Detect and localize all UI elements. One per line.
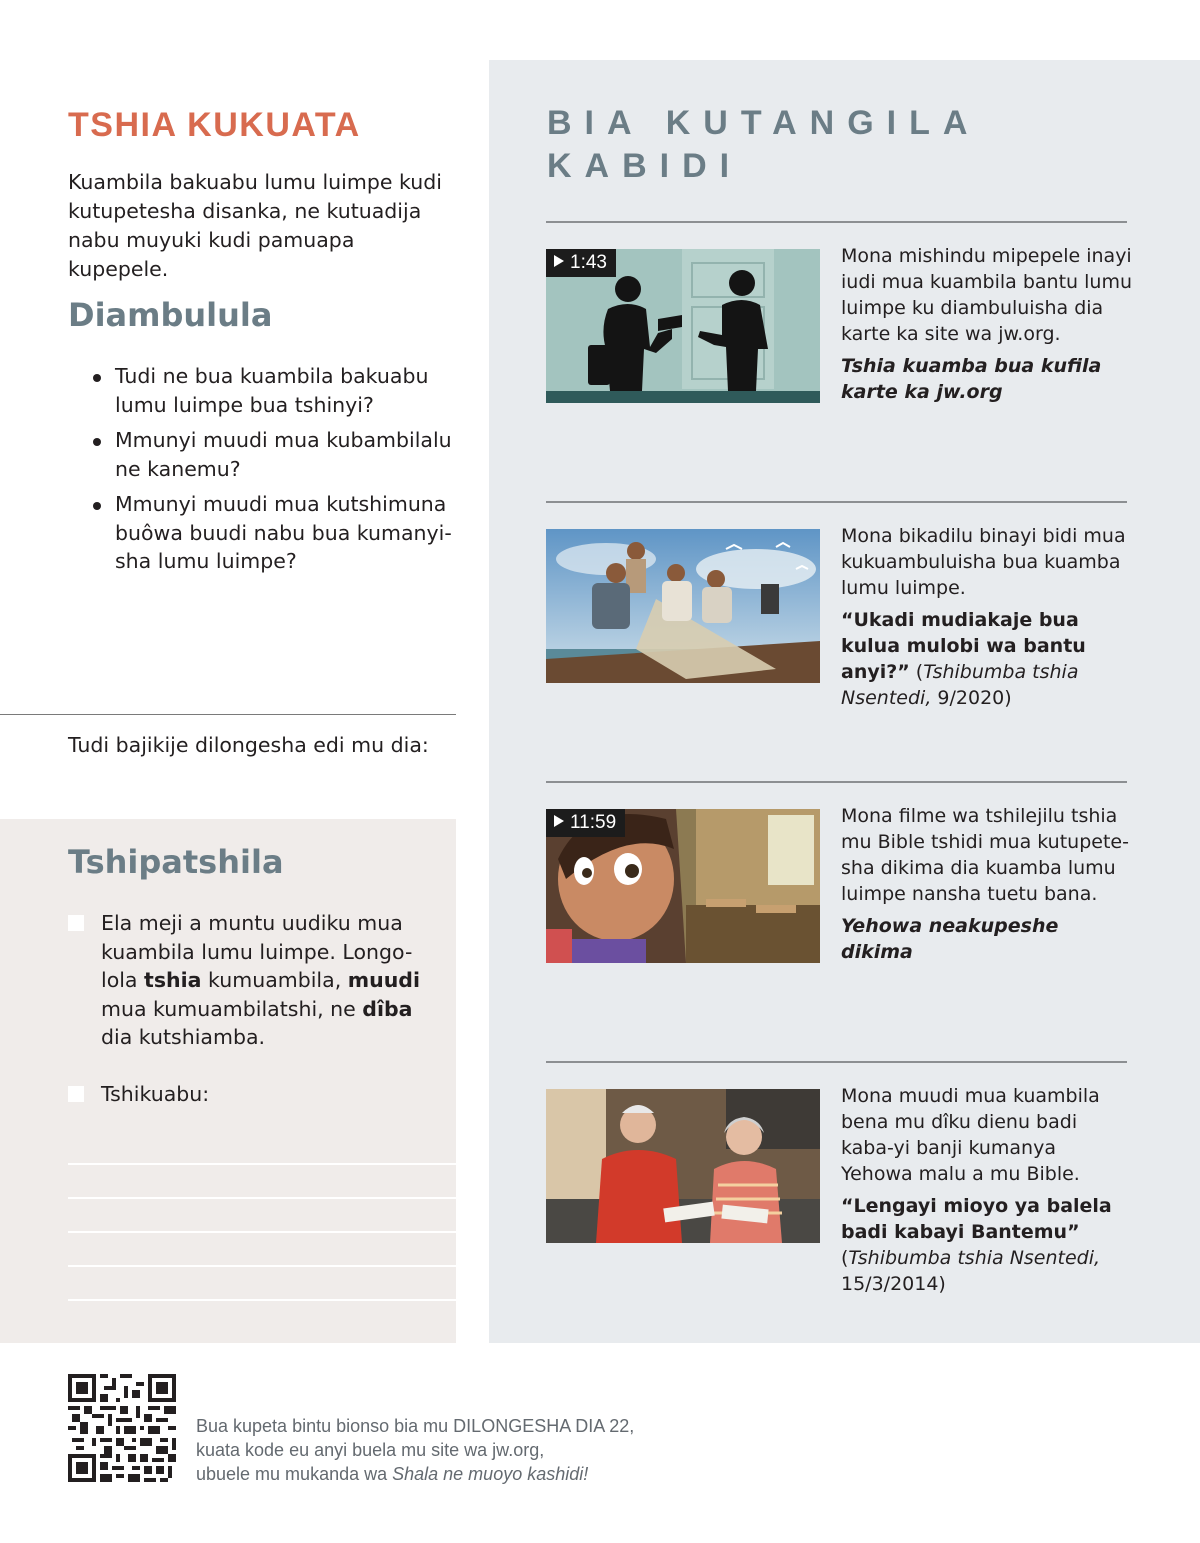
animated-girl-thumbnail-icon[interactable] bbox=[546, 809, 820, 963]
video-duration-badge: 11:59 bbox=[546, 809, 625, 837]
resource-source-4: “Lengayi mioyo ya balela badi kabayi Bantemu” (Tshibumba tshia Nsentedi, 15/3/2014) bbox=[841, 1195, 1112, 1295]
review-question: Mmunyi muudi mua kubambilalu ne kanemu? bbox=[93, 426, 453, 483]
footer-note: Bua kupeta bintu bionso bia mu DILONGESHA DIA 22, kuata kode eu anyi buela mu site wa jw.org, ubuele mu mukanda wa Shala ne muoyo kashidi! bbox=[196, 1416, 635, 1484]
video-thumbnail-ministry-icon[interactable] bbox=[546, 249, 820, 403]
divider bbox=[546, 501, 1127, 503]
review-question-list bbox=[93, 362, 453, 583]
goal-checkbox-2[interactable] bbox=[68, 1086, 84, 1102]
review-question: Tudi ne bua kuambila bakuabu lumu luimpe bua tshinyi? bbox=[93, 362, 453, 419]
play-icon bbox=[554, 815, 564, 827]
resource-link-3[interactable]: Yehowa neakupeshe dikima bbox=[841, 915, 1059, 963]
resource-description-2: Mona bikadilu binayi bidi mua kukuambuluisha bua kuamba lumu luimpe. “Ukadi mudiakaje bua kulua mulobi wa bantu anyi?” (Tshibumba tshia Nsentedi, 9/2020) bbox=[841, 523, 1133, 711]
writing-line bbox=[68, 1199, 456, 1233]
goal-text-1: Ela meji a muntu uudiku mua kuambila lumu luimpe. Longo-lola tshia kumuambila, muudi mua kumuambilatshi, ne dîba dia kutshiamba. bbox=[101, 911, 420, 1049]
resource-description-3: Mona filme wa tshilejilu tshia mu Bible tshidi mua kutupete-sha dikima dia kuamba lumu luimpe nansha tuetu bana. Yehowa neakupeshe dikima bbox=[841, 803, 1133, 965]
writing-line bbox=[68, 1233, 456, 1267]
writing-lines[interactable] bbox=[68, 1131, 456, 1301]
video-duration-badge: 1:43 bbox=[546, 249, 616, 277]
resource-description-1: Mona mishindu mipepele inayi iudi mua kuambila bantu lumu luimpe ku diambuluisha dia karte ka site wa jw.org. Tshia kuamba bua kufila karte ka jw.org bbox=[841, 245, 1132, 403]
goal-item-2 bbox=[68, 1080, 438, 1109]
completed-date-label: Tudi bajikije dilongesha edi mu dia: bbox=[68, 733, 429, 757]
left-column bbox=[0, 0, 456, 1343]
writing-line bbox=[68, 1267, 456, 1301]
intro-paragraph: Kuambila bakuabu lumu luimpe kudi kutupetesha disanka, ne kutuadija nabu muyuki kudi pamuapa kupepele. bbox=[68, 170, 442, 281]
goal-checkbox-1[interactable] bbox=[68, 915, 84, 931]
section-title-explore: BIA KUTANGILA KABIDI bbox=[547, 104, 981, 185]
right-panel bbox=[489, 60, 1200, 1343]
resource-source-2: “Ukadi mudiakaje bua kulua mulobi wa bantu anyi?” (Tshibumba tshia Nsentedi, 9/2020) bbox=[841, 609, 1086, 709]
elderly-couple-image-icon[interactable] bbox=[546, 1089, 820, 1243]
resource-link-4[interactable]: “Lengayi mioyo ya balela badi kabayi Bantemu” bbox=[841, 1195, 1112, 1243]
divider bbox=[546, 781, 1127, 783]
resource-link-2[interactable]: “Ukadi mudiakaje bua kulua mulobi wa bantu anyi?” bbox=[841, 609, 1086, 683]
play-icon bbox=[554, 255, 564, 267]
review-heading: Diambulula bbox=[68, 296, 273, 334]
resource-description-4: Mona muudi mua kuambila bena mu dîku dienu badi kaba-yi banji kumanya Yehowa malu a mu Bible. “Lengayi mioyo ya balela badi kabayi Bantemu” (Tshibumba tshia Nsentedi, 15/3/2014) bbox=[841, 1083, 1133, 1297]
divider bbox=[0, 714, 456, 715]
goal-item-1 bbox=[68, 909, 438, 1052]
qr-code-icon[interactable] bbox=[68, 1374, 176, 1482]
goal-text-2: Tshikuabu: bbox=[101, 1082, 210, 1106]
goal-heading: Tshipatshila bbox=[68, 843, 284, 881]
divider bbox=[546, 221, 1127, 223]
resource-link-1[interactable]: Tshia kuamba bua kufila karte ka jw.org bbox=[841, 355, 1102, 403]
goal-panel bbox=[0, 819, 456, 1343]
section-title-follow: TSHIA KUKUATA bbox=[68, 106, 361, 144]
fishermen-image-icon[interactable] bbox=[546, 529, 820, 683]
divider bbox=[546, 1061, 1127, 1063]
book-title: Shala ne muoyo kashidi! bbox=[392, 1464, 589, 1484]
review-question: Mmunyi muudi mua kutshimuna buôwa buudi nabu bua kumanyi-sha lumu luimpe? bbox=[93, 490, 453, 576]
writing-line bbox=[68, 1165, 456, 1199]
writing-line bbox=[68, 1131, 456, 1165]
